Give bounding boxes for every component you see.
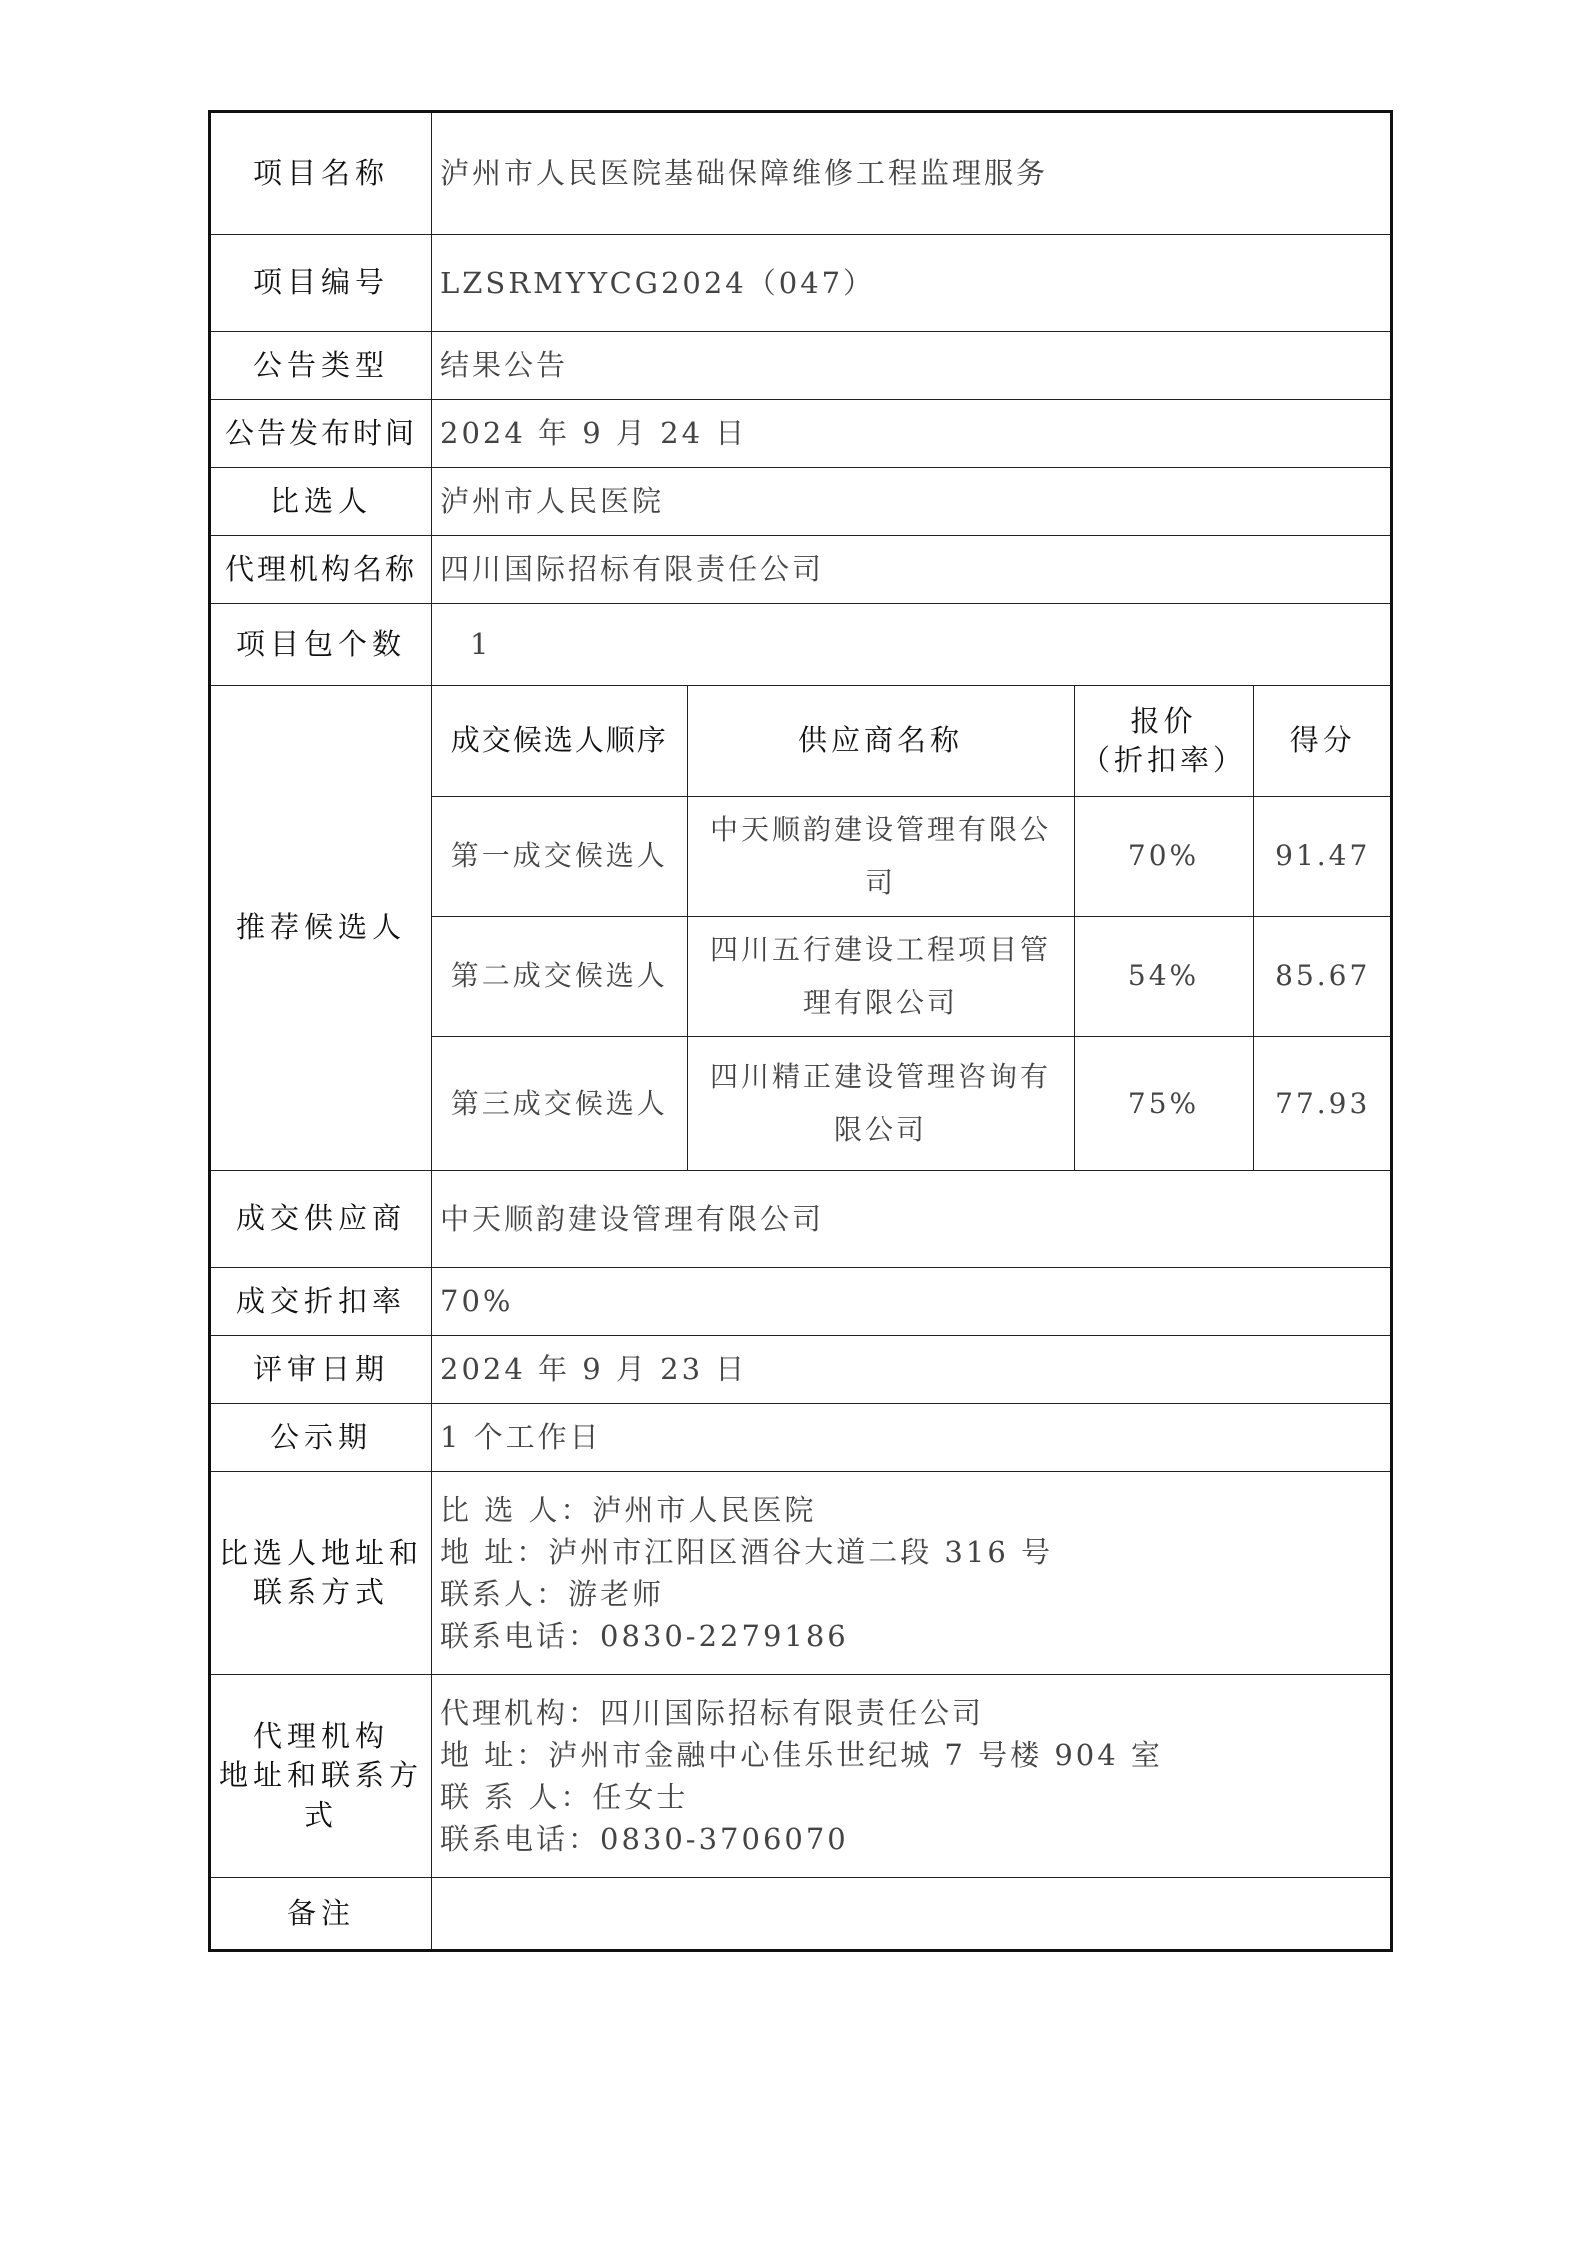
row-package-count xyxy=(210,604,1392,686)
candidate-row-2 xyxy=(432,916,1392,1036)
selector-contact-line: 联系电话：0830-2279186 xyxy=(440,1619,849,1654)
agency-name-value: 四川国际招标有限责任公司 xyxy=(432,536,1392,604)
publicity-value: 1 个工作日 xyxy=(432,1404,1392,1472)
selector-contact-line: 联系人：游老师 xyxy=(440,1577,665,1611)
candidate-price: 54% xyxy=(1074,916,1253,1036)
winner-value: 中天顺韵建设管理有限公司 xyxy=(432,1171,1392,1268)
package-count-value: 1 xyxy=(432,604,1392,686)
row-candidates xyxy=(210,686,1392,1171)
row-project-name xyxy=(210,112,1392,235)
package-count-label: 项目包个数 xyxy=(210,604,432,686)
row-selector-contact xyxy=(210,1472,1392,1675)
row-notice-type xyxy=(210,332,1392,400)
notice-document xyxy=(208,110,1390,1952)
header-price-line2: （折扣率） xyxy=(1080,742,1246,777)
row-project-no xyxy=(210,235,1392,332)
row-agency-name xyxy=(210,536,1392,604)
row-winner xyxy=(210,1171,1392,1268)
candidate-price: 70% xyxy=(1074,796,1253,916)
selector-contact-label-line1: 比选人地址和 xyxy=(218,1535,423,1570)
header-score: 得分 xyxy=(1253,686,1392,796)
row-review-date xyxy=(210,1336,1392,1404)
row-discount xyxy=(210,1268,1392,1336)
agency-contact-label-line2: 地址和联系方 xyxy=(218,1758,423,1793)
candidate-score: 85.67 xyxy=(1253,916,1392,1036)
discount-label: 成交折扣率 xyxy=(210,1268,432,1336)
header-order: 成交候选人顺序 xyxy=(432,686,687,796)
candidate-score: 77.93 xyxy=(1253,1036,1392,1170)
candidate-supplier xyxy=(687,916,1074,1036)
notice-type-label: 公告类型 xyxy=(210,332,432,400)
candidates-header-row xyxy=(432,686,1392,796)
candidate-score: 91.47 xyxy=(1253,796,1392,916)
agency-name-label: 代理机构名称 xyxy=(210,536,432,604)
candidate-supplier xyxy=(687,1036,1074,1170)
winner-label: 成交供应商 xyxy=(210,1171,432,1268)
review-date-label: 评审日期 xyxy=(210,1336,432,1404)
agency-contact-line: 联系电话：0830-3706070 xyxy=(440,1822,849,1857)
selector-value: 泸州市人民医院 xyxy=(432,468,1392,536)
candidates-cell xyxy=(432,686,1392,1171)
row-publicity xyxy=(210,1404,1392,1472)
candidates-table xyxy=(432,686,1392,1170)
agency-contact-label-line1: 代理机构 xyxy=(252,1719,389,1754)
candidate-supplier-line1: 中天顺韵建设管理有限公 xyxy=(709,812,1051,846)
candidate-order: 第二成交候选人 xyxy=(432,916,687,1036)
agency-contact-label-line3: 式 xyxy=(303,1797,338,1832)
candidate-supplier-line2: 司 xyxy=(864,866,896,899)
project-no-label: 项目编号 xyxy=(210,235,432,332)
agency-contact-label xyxy=(210,1675,432,1878)
candidate-row-3 xyxy=(432,1036,1392,1170)
remarks-label: 备注 xyxy=(210,1878,432,1951)
header-price xyxy=(1074,686,1253,796)
candidate-price: 75% xyxy=(1074,1036,1253,1170)
notice-type-value: 结果公告 xyxy=(432,332,1392,400)
candidate-supplier-line2: 理有限公司 xyxy=(802,986,958,1019)
candidate-supplier xyxy=(687,796,1074,916)
project-no-value: LZSRMYYCG2024（047） xyxy=(432,235,1392,332)
publicity-label: 公示期 xyxy=(210,1404,432,1472)
candidate-supplier-line1: 四川五行建设工程项目管 xyxy=(709,932,1051,966)
selector-contact-label xyxy=(210,1472,432,1675)
agency-contact-line: 地 址：泸州市金融中心佳乐世纪城 7 号楼 904 室 xyxy=(440,1737,1163,1772)
publish-time-label: 公告发布时间 xyxy=(210,400,432,468)
candidate-order: 第一成交候选人 xyxy=(432,796,687,916)
row-selector xyxy=(210,468,1392,536)
publish-time-value: 2024 年 9 月 24 日 xyxy=(432,400,1392,468)
remarks-value xyxy=(432,1878,1392,1951)
notice-table xyxy=(208,110,1393,1952)
agency-contact-line: 联 系 人：任女士 xyxy=(440,1780,689,1814)
row-publish-time xyxy=(210,400,1392,468)
selector-contact-label-line2: 联系方式 xyxy=(252,1575,389,1609)
candidates-label: 推荐候选人 xyxy=(210,686,432,1171)
project-name-value: 泸州市人民医院基础保障维修工程监理服务 xyxy=(432,112,1392,235)
project-name-label: 项目名称 xyxy=(210,112,432,235)
row-agency-contact xyxy=(210,1675,1392,1878)
header-supplier: 供应商名称 xyxy=(687,686,1074,796)
agency-contact-value xyxy=(432,1675,1392,1878)
candidate-order: 第三成交候选人 xyxy=(432,1036,687,1170)
selector-contact-value xyxy=(432,1472,1392,1675)
discount-value: 70% xyxy=(432,1268,1392,1336)
review-date-value: 2024 年 9 月 23 日 xyxy=(432,1336,1392,1404)
row-remarks xyxy=(210,1878,1392,1951)
candidate-supplier-line1: 四川精正建设管理咨询有 xyxy=(709,1060,1051,1094)
selector-contact-line: 比 选 人：泸州市人民医院 xyxy=(440,1492,817,1527)
agency-contact-line: 代理机构：四川国际招标有限责任公司 xyxy=(440,1695,985,1730)
selector-contact-line: 地 址：泸州市江阳区酒谷大道二段 316 号 xyxy=(440,1534,1054,1569)
candidate-supplier-line2: 限公司 xyxy=(833,1113,927,1147)
candidate-row-1 xyxy=(432,796,1392,916)
selector-label: 比选人 xyxy=(210,468,432,536)
header-price-line1: 报价 xyxy=(1130,703,1197,738)
